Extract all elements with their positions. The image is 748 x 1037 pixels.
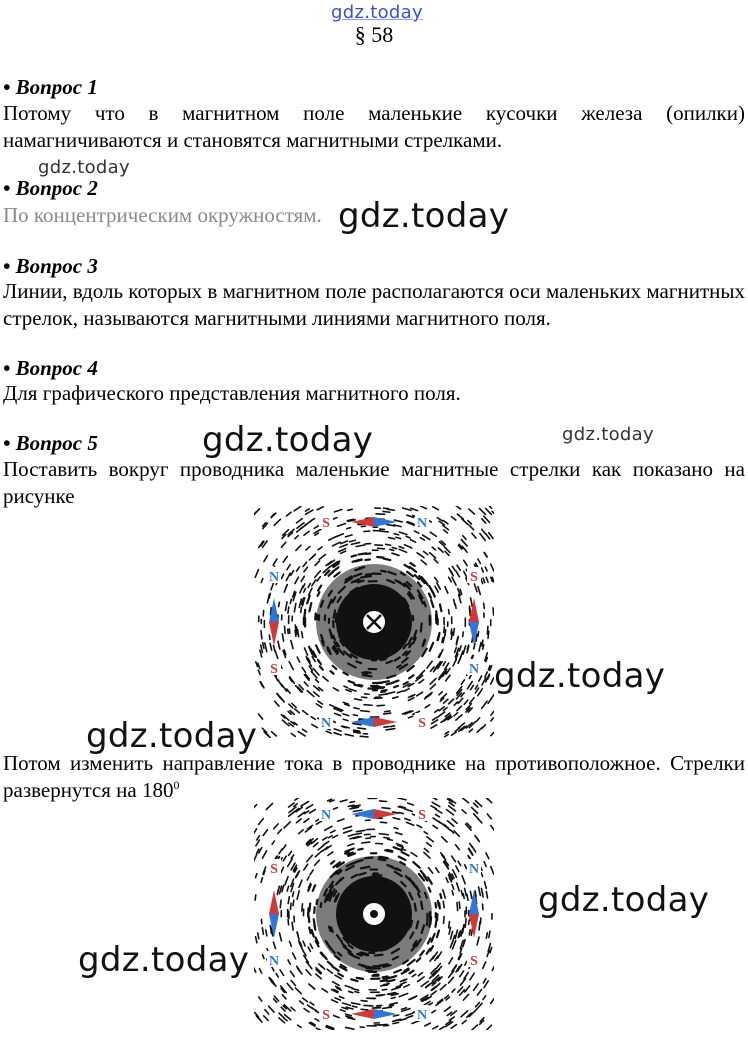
compass-needle-half xyxy=(374,1009,397,1019)
followup-text: Потом изменить направление тока в проводнике на противоположное. Стрелки развернутся на 180 xyxy=(3,751,745,802)
question-5-answer: Поставить вокруг проводника маленькие магнитные стрелки как показано на рисунке xyxy=(3,457,745,508)
pole-label-s: S xyxy=(418,808,426,823)
watermark-1: gdz.today xyxy=(38,157,130,178)
pole-label-s: S xyxy=(322,516,330,531)
pole-label-n: N xyxy=(268,570,280,585)
watermark-4: gdz.today xyxy=(562,424,654,445)
pole-label-s: S xyxy=(322,1008,330,1023)
watermark-8: gdz.today xyxy=(78,940,250,980)
question-4-answer: Для графического представления магнитного поля. xyxy=(3,381,461,405)
field-diagram-1 xyxy=(254,506,494,738)
compass-needle-half xyxy=(351,1009,374,1019)
watermark-2: gdz.today xyxy=(338,196,510,236)
pole-label-s: S xyxy=(470,954,478,969)
pole-label-n: N xyxy=(416,516,428,531)
degree-superscript: 0 xyxy=(173,778,180,792)
question-1-answer: Потому что в магнитном поле маленькие кусочки железа (опилки) намагничиваются и становятся магнитными стрелками. xyxy=(3,101,745,152)
watermark-7: gdz.today xyxy=(538,880,710,920)
field-diagram-2 xyxy=(254,798,494,1030)
question-2-label: • Вопрос 2 xyxy=(3,176,98,200)
question-3-answer: Линии, вдоль которых в магнитном поле располагаются оси маленьких магнитных стрелок, называются магнитными линиями магнитного поля. xyxy=(3,279,745,330)
watermark-top[interactable]: gdz.today xyxy=(331,2,423,23)
pole-label-n: N xyxy=(320,716,332,731)
watermark-3: gdz.today xyxy=(202,420,374,460)
figure-field-current-into xyxy=(254,506,494,738)
watermark-6: gdz.today xyxy=(86,716,258,756)
pole-label-n: N xyxy=(416,1008,428,1023)
question-3-label: • Вопрос 3 xyxy=(3,254,98,278)
pole-label-s: S xyxy=(270,662,278,677)
pole-label-n: N xyxy=(268,954,280,969)
pole-label-n: N xyxy=(468,662,480,677)
question-5-followup xyxy=(3,750,745,804)
section-title: § 58 xyxy=(354,22,394,47)
compass-needle-half xyxy=(351,517,374,527)
question-4-label: • Вопрос 4 xyxy=(3,356,98,380)
question-2-answer: По концентрическим окружностям. xyxy=(3,203,322,227)
figure-field-current-out xyxy=(254,798,494,1030)
pole-label-s: S xyxy=(270,862,278,877)
pole-label-n: N xyxy=(468,862,480,877)
pole-label-s: S xyxy=(470,570,478,585)
question-1-label: • Вопрос 1 xyxy=(3,75,98,99)
pole-label-n: N xyxy=(320,808,332,823)
compass-needle-half xyxy=(469,914,479,938)
watermark-5: gdz.today xyxy=(494,656,666,696)
pole-label-s: S xyxy=(418,716,426,731)
question-5-label: • Вопрос 5 xyxy=(3,431,98,455)
